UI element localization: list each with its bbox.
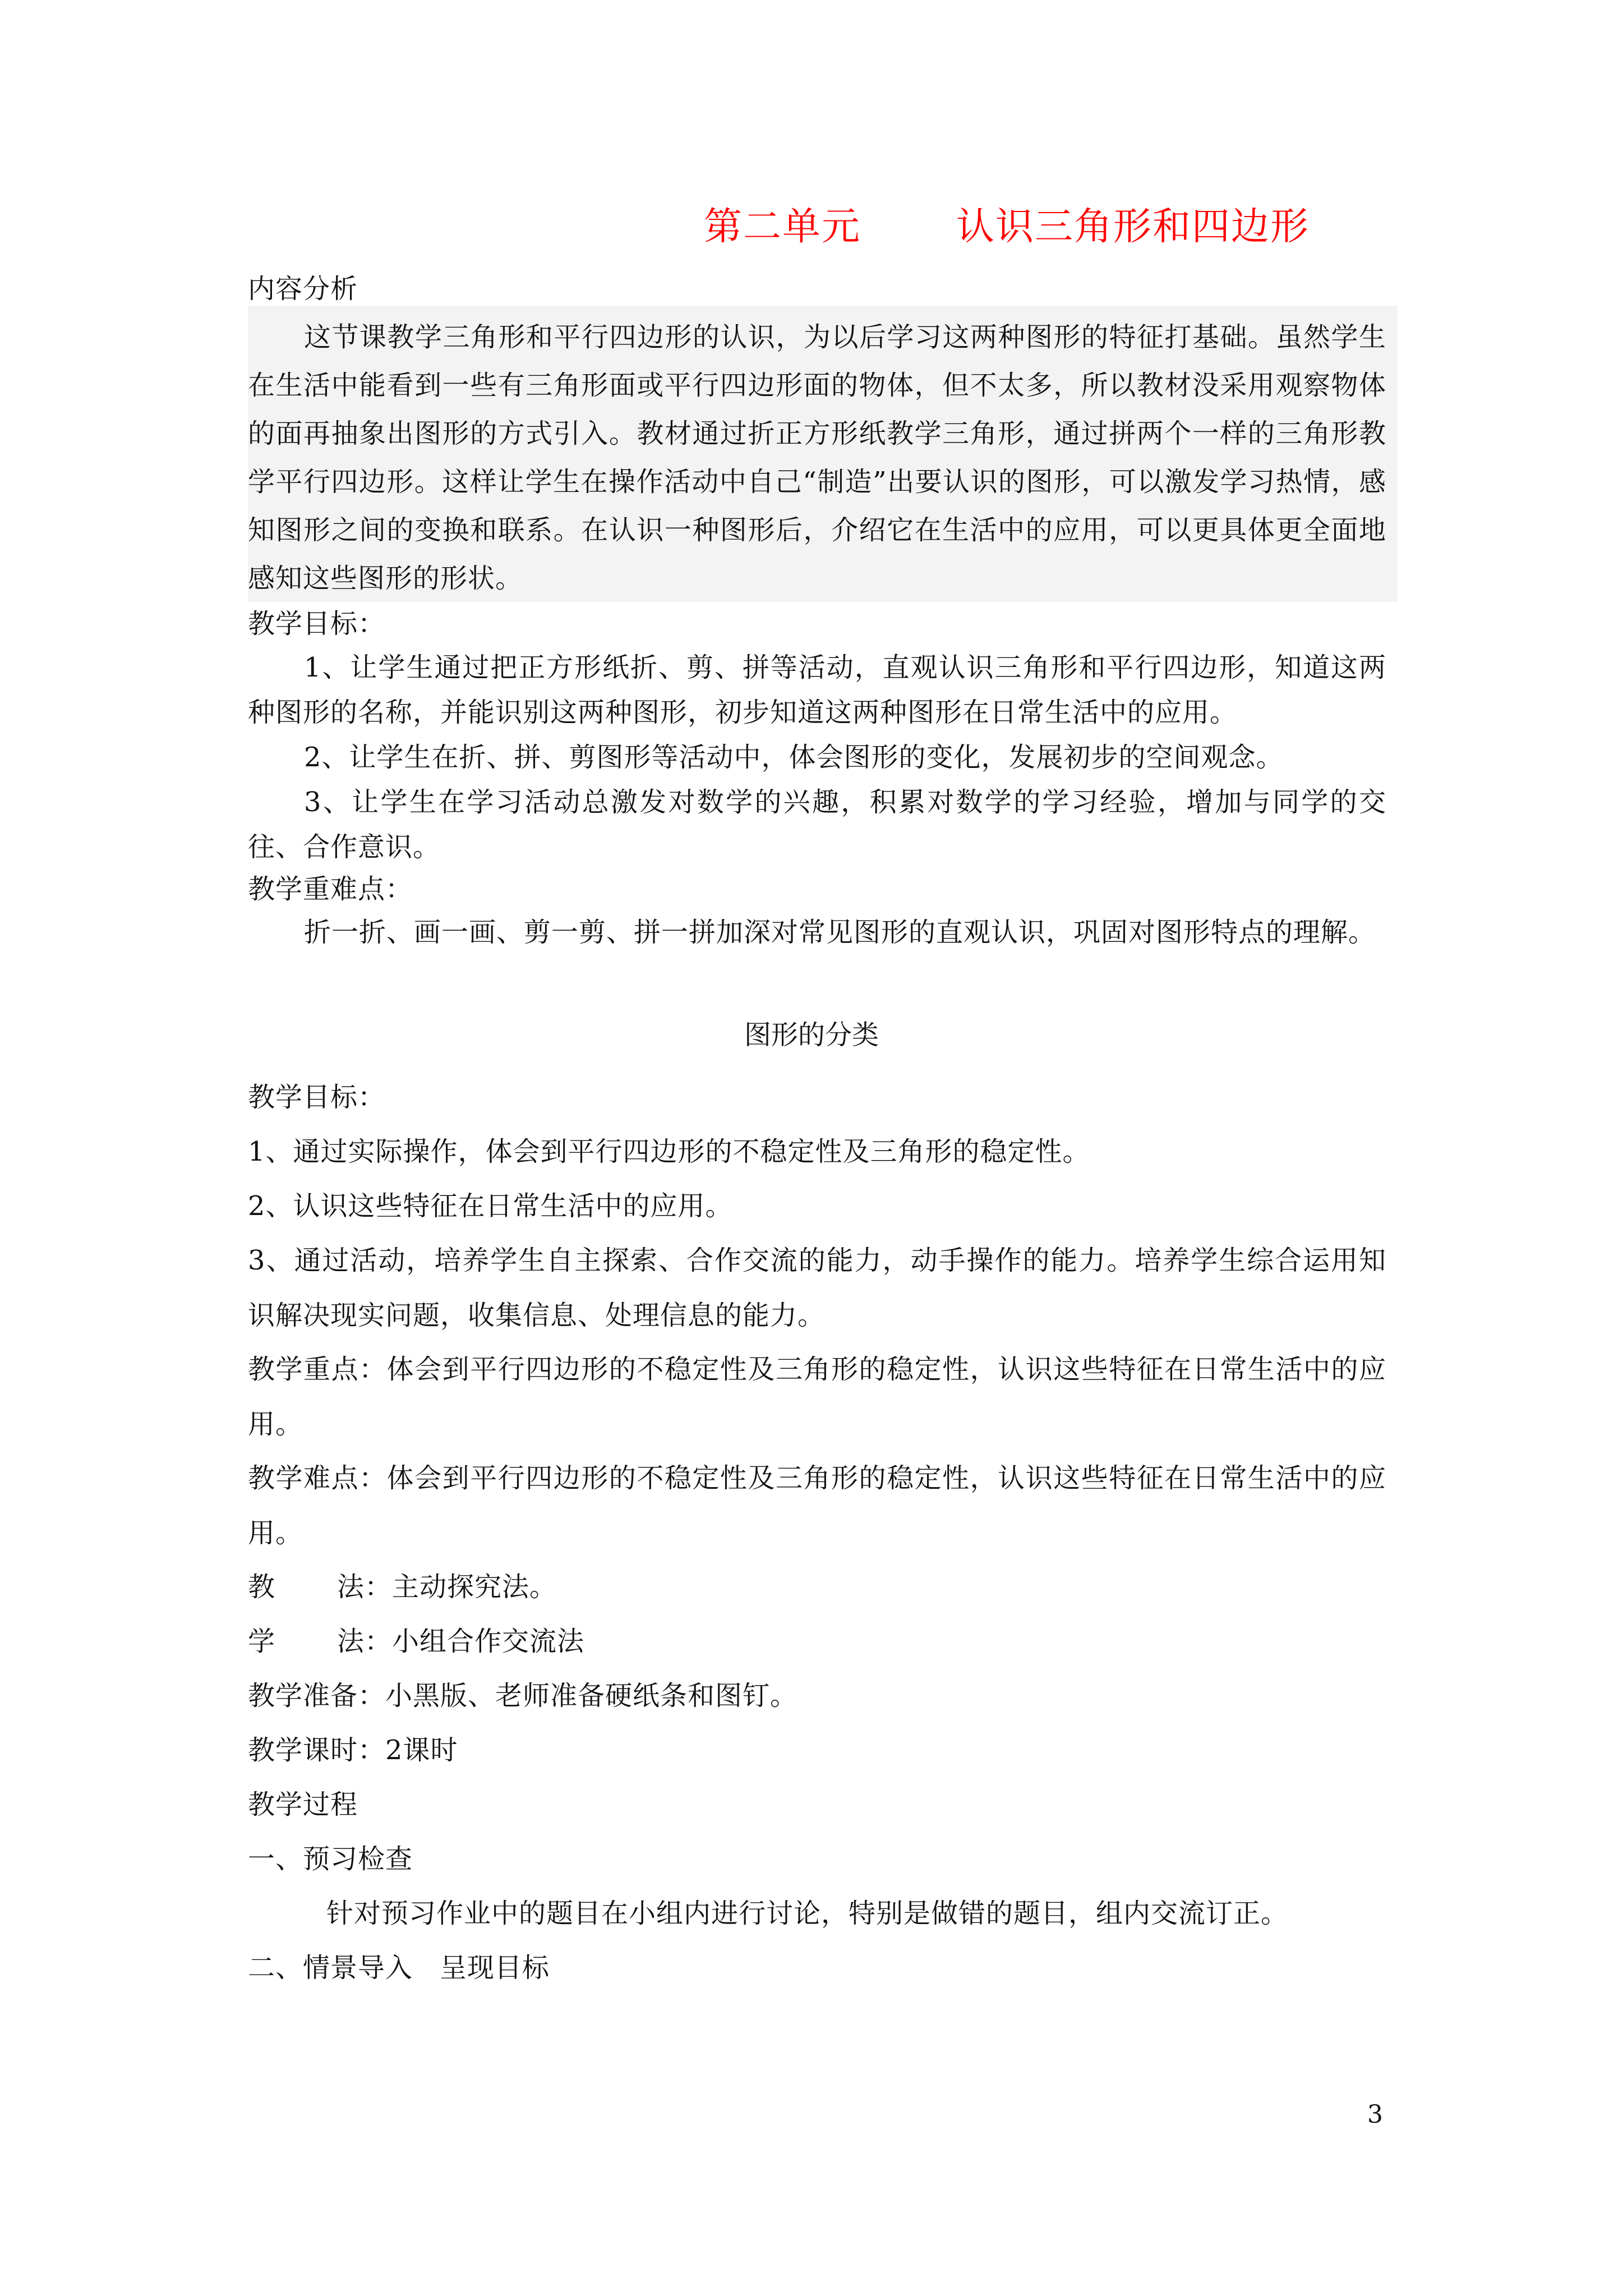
lesson-title: 图形的分类 xyxy=(744,1019,879,1051)
lesson-objective-2: 2、认识这些特征在日常生活中的应用。 xyxy=(248,1190,733,1222)
unit-objective-3: 3、让学生在学习活动总激发对数学的兴趣，积累对数学的学习经验，增加与同学的交往、合作意识。 xyxy=(248,786,1386,863)
lesson-key-point: 教学重点：体会到平行四边形的不稳定性及三角形的稳定性，认识这些特征在日常生活中的应用。 xyxy=(248,1354,1386,1440)
step2-heading xyxy=(248,1940,1386,1995)
lesson-objective-3: 3、通过活动，培养学生自主探索、合作交流的能力，动手操作的能力。培养学生综合运用知识解决现实问题，收集信息、处理信息的能力。 xyxy=(248,1245,1386,1331)
step1-text: 针对预习作业中的题目在小组内进行讨论，特别是做错的题目，组内交流订正。 xyxy=(326,1898,1289,1929)
teaching-process-heading: 教学过程 xyxy=(248,1789,358,1820)
unit-title xyxy=(704,199,1310,255)
learning-method xyxy=(248,1614,1386,1669)
lesson-objectives-heading: 教学目标： xyxy=(248,1082,386,1113)
teaching-method-char: 教 xyxy=(248,1571,276,1603)
step1-heading: 一、预习检查 xyxy=(248,1843,413,1875)
teaching-method xyxy=(248,1559,1386,1614)
unit-key-points-text: 折一折、画一画、剪一剪、拼一拼加深对常见图形的直观认识，巩固对图形特点的理解。 xyxy=(304,917,1376,948)
unit-objective-1: 1、让学生通过把正方形纸折、剪、拼等活动，直观认识三角形和平行四边形，知道这两种图形的名称，并能识别这两种图形，初步知道这两种图形在日常生活中的应用。 xyxy=(248,652,1386,728)
teaching-preparation: 教学准备：小黑版、老师准备硬纸条和图钉。 xyxy=(248,1680,798,1711)
content-analysis-heading: 内容分析 xyxy=(248,273,358,305)
step2-heading-part1: 二、情景导入 xyxy=(248,1952,413,1984)
learning-method-text: 法：小组合作交流法 xyxy=(337,1626,585,1657)
page-number: 3 xyxy=(1367,2100,1383,2129)
step2-heading-part2: 呈现目标 xyxy=(440,1952,550,1984)
unit-number: 第二单元 xyxy=(704,205,861,249)
unit-topic: 认识三角形和四边形 xyxy=(956,205,1310,249)
lesson-difficulty: 教学难点：体会到平行四边形的不稳定性及三角形的稳定性，认识这些特征在日常生活中的应用。 xyxy=(248,1462,1386,1549)
lesson-objective-1: 1、通过实际操作，体会到平行四边形的不稳定性及三角形的稳定性。 xyxy=(248,1136,1090,1167)
unit-key-points-heading: 教学重难点： xyxy=(248,873,413,905)
teaching-method-text: 法：主动探究法。 xyxy=(337,1571,557,1603)
unit-objective-2: 2、让学生在折、拼、剪图形等活动中，体会图形的变化，发展初步的空间观念。 xyxy=(304,742,1284,773)
content-analysis-text: 这节课教学三角形和平行四边形的认识，为以后学习这两种图形的特征打基础。虽然学生在生活中能看到一些有三角形面或平行四边形面的物体，但不太多，所以教材没采用观察物体的面再抽象出图形的方式引入。教材通过折正方形纸教学三角形，通过拼两个一样的三角形教学平行四边形。这样让学生在操作活动中自己“制造”出要认识的图形，可以激发学习热情，感知图形之间的变换和联系。在认识一种图形后，介绍它在生活中的应用，可以更具体更全面地感知这些图形的形状。 xyxy=(248,321,1386,594)
learning-method-char: 学 xyxy=(248,1626,276,1657)
teaching-periods: 教学课时：2课时 xyxy=(248,1734,458,1766)
unit-objectives-heading: 教学目标： xyxy=(248,608,386,639)
